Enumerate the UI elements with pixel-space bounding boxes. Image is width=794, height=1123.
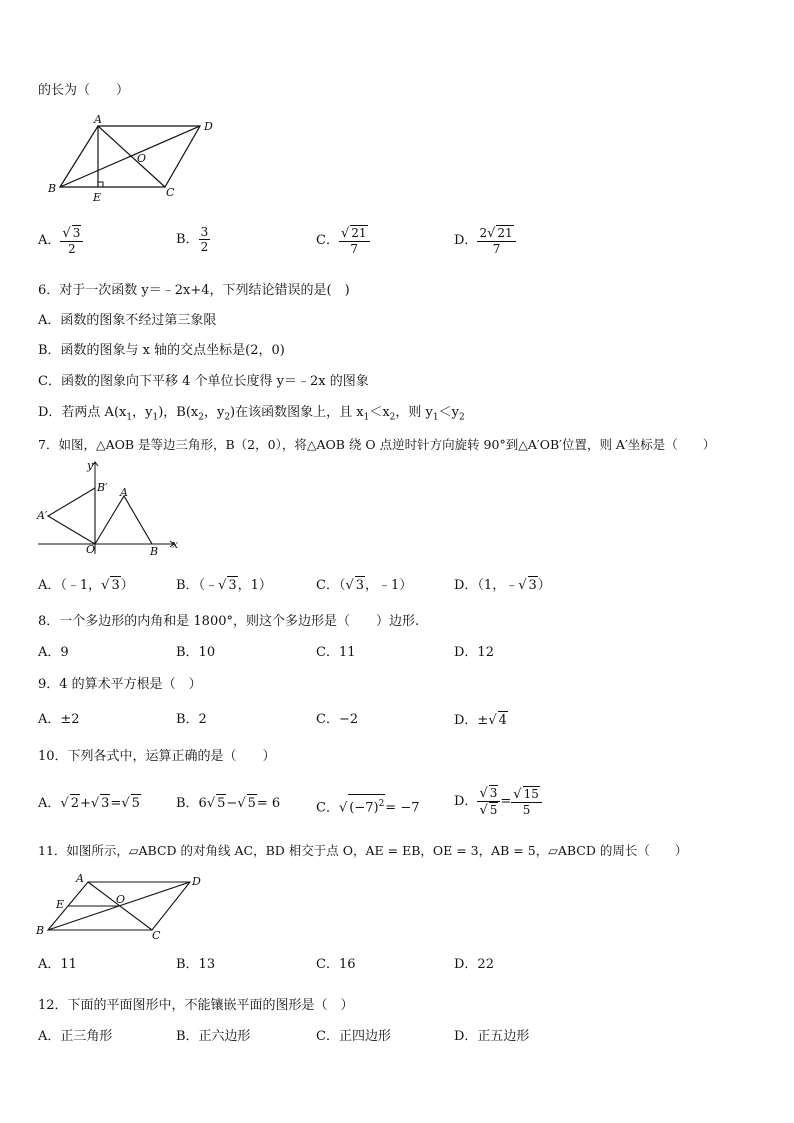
- q5-parallelogram-figure: [40, 112, 230, 204]
- q10-option-c[interactable]: C．√ $(-7)^2= -7$: [316, 794, 420, 817]
- q12-option-c[interactable]: C．正四边形: [316, 1029, 391, 1044]
- q8-option-b[interactable]: B．10: [176, 645, 216, 660]
- q6-stem: 6．对于一次函数 y＝﹣2x+4，下列结论错误的是( ): [38, 283, 350, 298]
- q5-label-d: D: [204, 120, 213, 133]
- q5-label-c: C: [166, 186, 175, 199]
- q7-label-y: y: [87, 459, 94, 472]
- q12-stem: 12．下面的平面图形中，不能镶嵌平面的图形是（ ）: [38, 998, 354, 1013]
- q6-option-a[interactable]: A．函数的图象不经过第三象限: [38, 313, 217, 328]
- q5-option-a[interactable]: A． $\frac{√ 3}{2}$: [38, 225, 83, 256]
- q5-label-a: A: [94, 113, 102, 126]
- q7-label-o: O: [86, 543, 96, 556]
- q5-label-e: E: [93, 191, 102, 204]
- q7-option-d[interactable]: D．（1，﹣√ 3）: [454, 578, 551, 593]
- q8-option-c[interactable]: C．11: [316, 645, 356, 660]
- q7-stem: 7．如图，△AOB 是等边三角形，B（2，0），将△AOB 绕 O 点逆时针方向旋转 90°到△A′OB′位置，则 A′坐标是（ ）: [38, 437, 716, 452]
- q9-stem: 9．4 的算术平方根是（ ）: [38, 677, 202, 692]
- q5-label-o: O: [137, 152, 147, 165]
- q11-option-b[interactable]: B．13: [176, 957, 216, 972]
- q10-stem: 10．下列各式中，运算正确的是（ ）: [38, 749, 276, 764]
- q5-option-b[interactable]: B． $\frac{3}{2}$: [176, 225, 209, 254]
- q8-stem: 8．一个多边形的内角和是 1800°，则这个多边形是（ ）边形.: [38, 614, 420, 629]
- q7-label-b-prime: B′: [97, 481, 108, 494]
- q11-label-a: A: [76, 872, 84, 885]
- q11-label-d: D: [192, 875, 201, 888]
- q11-option-a[interactable]: A．11: [38, 957, 77, 972]
- q11-parallelogram-figure: [34, 870, 214, 942]
- q7-label-a-prime: A′: [37, 509, 48, 522]
- q7-label-x: x: [172, 538, 179, 551]
- q11-label-o: O: [116, 893, 126, 906]
- q6-option-c[interactable]: C．函数的图象向下平移 4 个单位长度得 y＝﹣2x 的图象: [38, 374, 369, 389]
- q7-option-a[interactable]: A．（﹣1，√ 3）: [38, 578, 134, 593]
- q11-stem: 11．如图所示，▱ABCD 的对角线 AC，BD 相交于点 O，AE = EB，OE = 3，AB = 5，▱ABCD 的周长（ ）: [38, 843, 688, 858]
- q7-rotation-figure: [34, 458, 184, 558]
- q9-option-b[interactable]: B．2: [176, 712, 207, 727]
- q12-option-b[interactable]: B．正六边形: [176, 1029, 251, 1044]
- q5-option-c[interactable]: C． $\frac{√ 21}{7}$: [316, 225, 370, 256]
- q9-option-a[interactable]: A．±2: [38, 712, 80, 727]
- q9-option-c[interactable]: C．−2: [316, 712, 359, 727]
- q12-option-a[interactable]: A．正三角形: [38, 1029, 113, 1044]
- q11-label-e: E: [56, 898, 65, 911]
- q7-label-b: B: [150, 545, 159, 558]
- q8-option-d[interactable]: D．12: [454, 645, 494, 660]
- q9-option-d[interactable]: D．±√ 4: [454, 713, 507, 728]
- q6-option-b[interactable]: B．函数的图象与 x 轴的交点坐标是(2，0): [38, 343, 285, 358]
- q5-label-b: B: [48, 182, 57, 195]
- q11-option-d[interactable]: D．22: [454, 957, 494, 972]
- q7-option-b[interactable]: B．（﹣√ 3，1）: [176, 578, 272, 593]
- q11-option-c[interactable]: C．16: [316, 957, 356, 972]
- q7-option-c[interactable]: C．（√ 3，﹣1）: [316, 578, 413, 593]
- q11-label-b: B: [36, 924, 45, 937]
- q7-label-a: A: [120, 486, 128, 499]
- q5-option-d[interactable]: D． $\frac{2√ 21}{7}$: [454, 225, 516, 256]
- q11-label-c: C: [152, 929, 161, 942]
- q8-option-a[interactable]: A．9: [38, 645, 69, 660]
- q10-option-d[interactable]: D． $\frac{√ 3}{√ 5}$ = $\frac{√ 15}{5}$: [454, 785, 542, 818]
- q6-option-d[interactable]: D．若两点 $A(x_1$，$y_1$)，$B(x_2$，$y_2$)在该函数图象上，且 $x_1<x_2$，则 $y_1<y_2$: [38, 405, 465, 423]
- q5-stem-tail: 的长为（ ）: [38, 83, 130, 98]
- q10-option-a[interactable]: A．√ 2+√ 3=√ 5: [38, 796, 140, 811]
- q12-option-d[interactable]: D．正五边形: [454, 1029, 530, 1044]
- q10-option-b[interactable]: B．6√ 5−√ 5= 6: [176, 796, 281, 811]
